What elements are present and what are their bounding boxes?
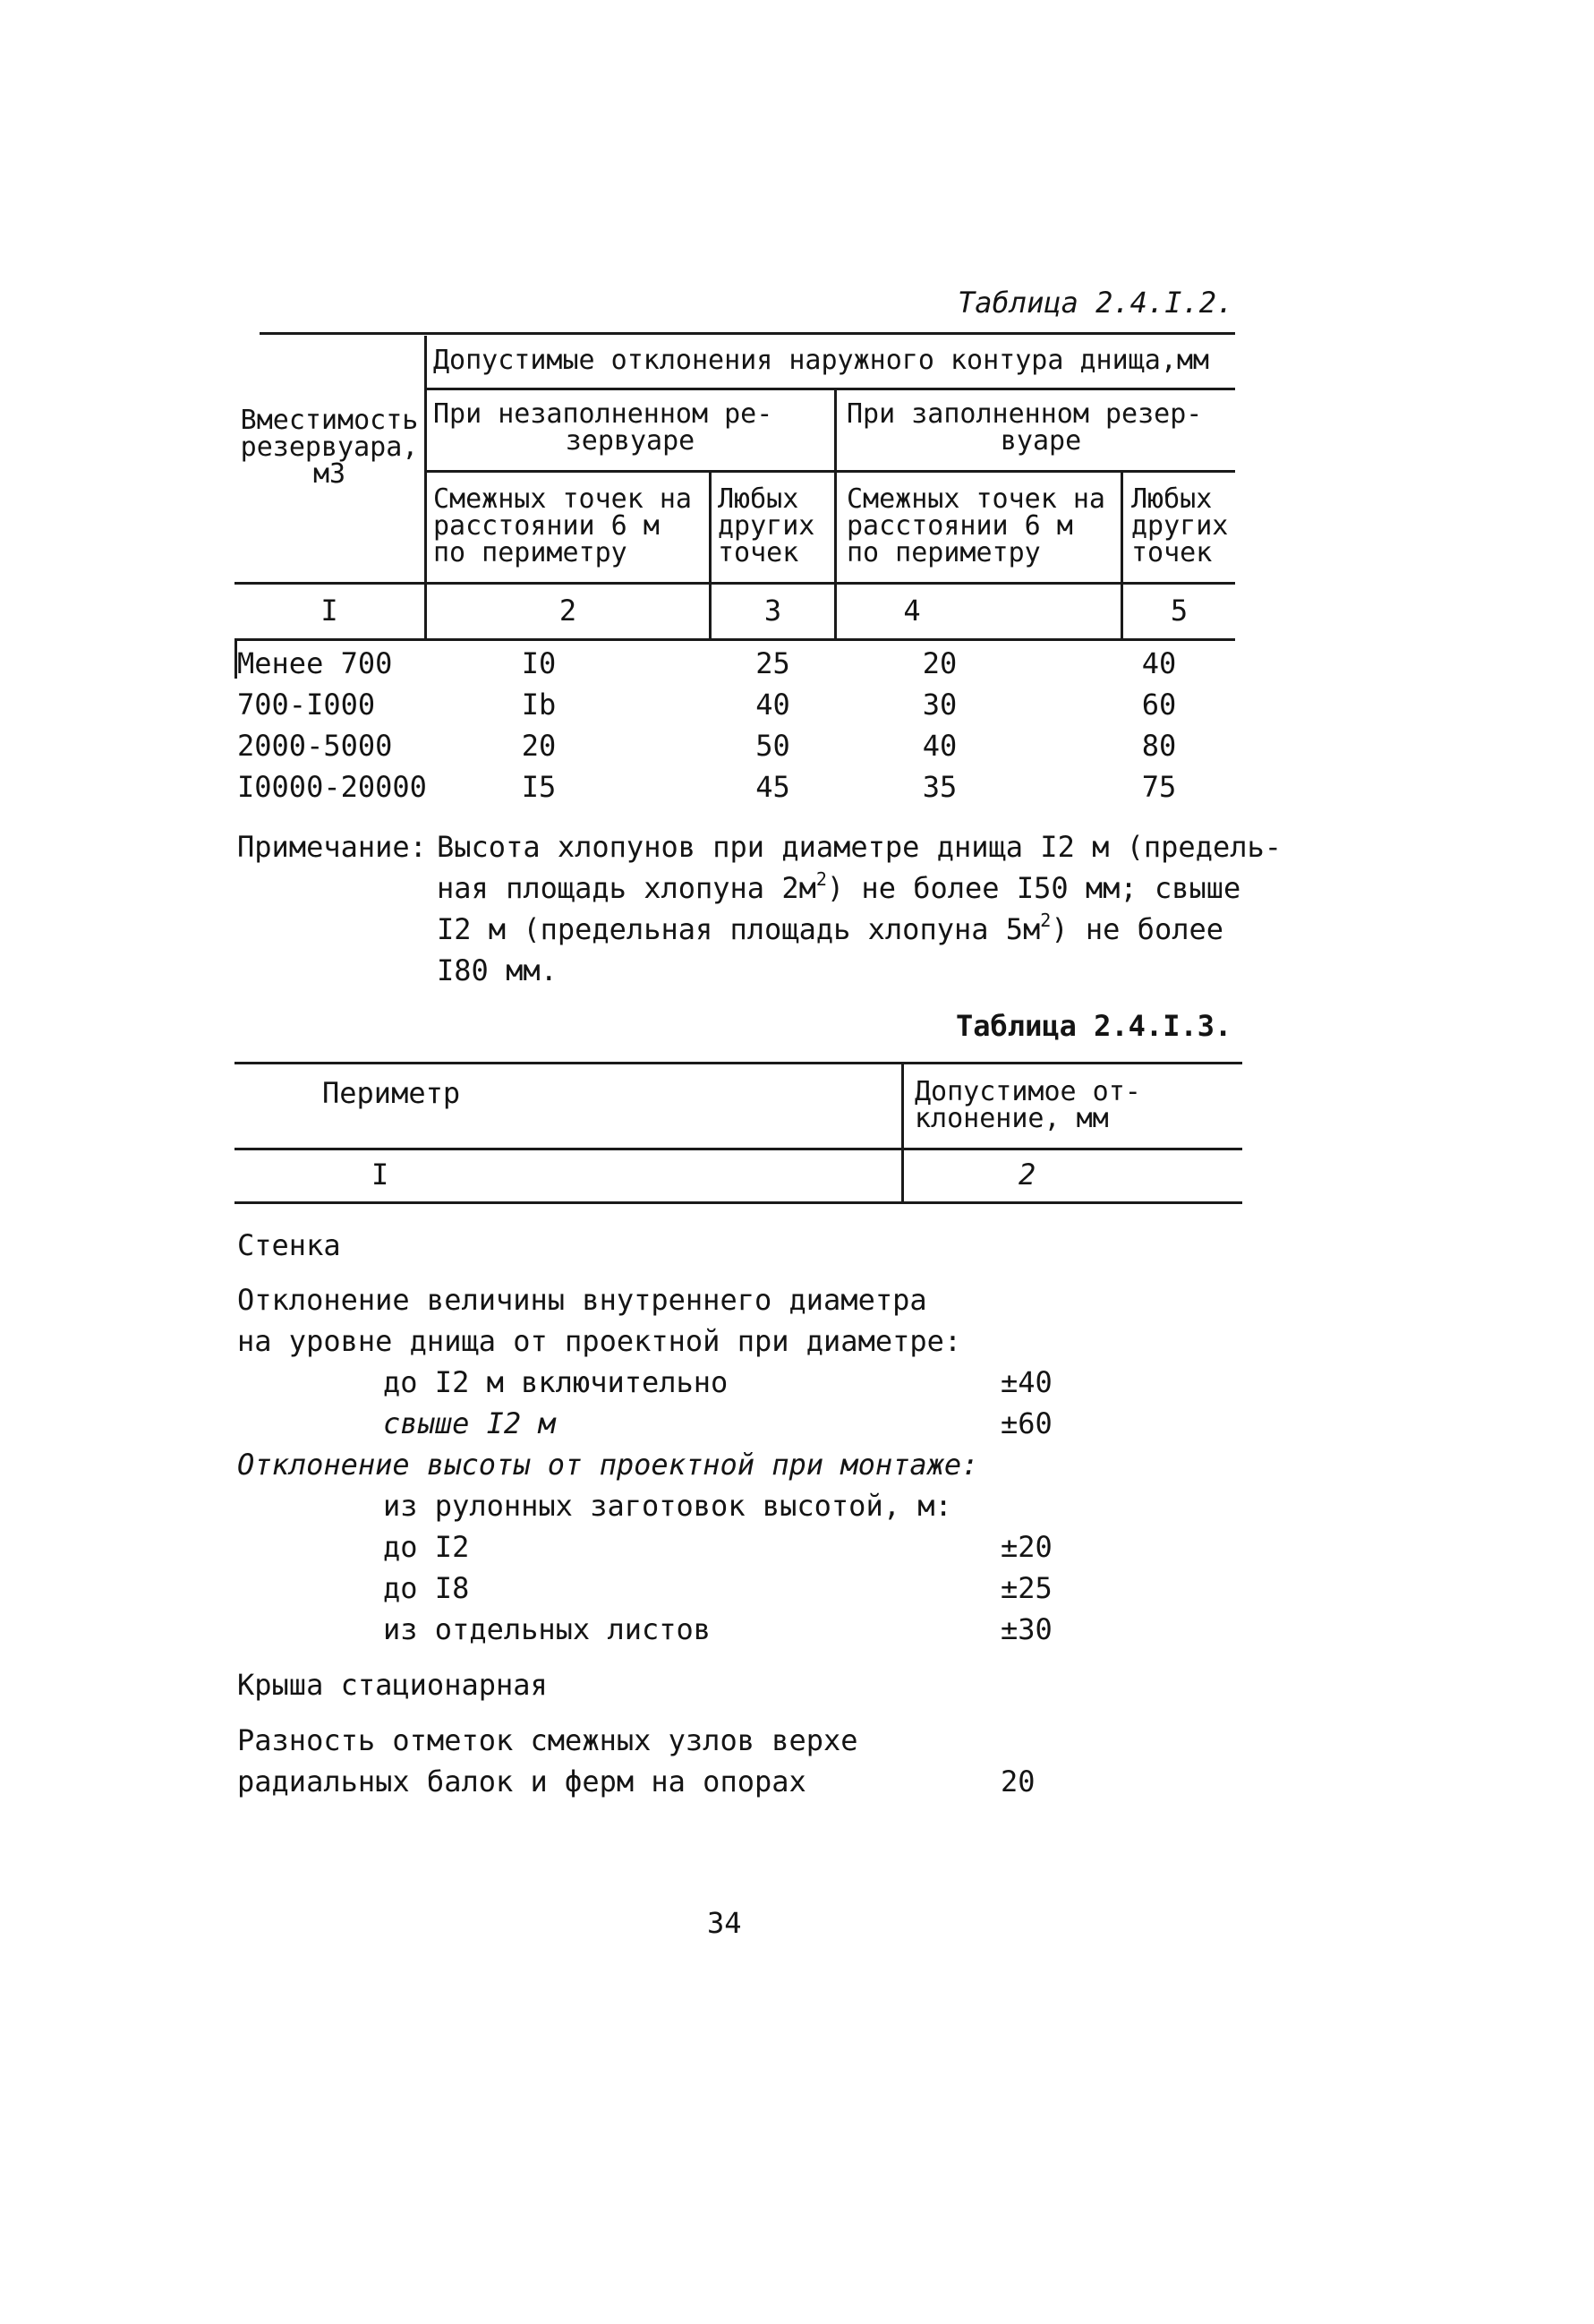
table1-header-adjacent-unfilled-line1: Смежных точек на [433,483,692,515]
note-line3-text-end: ) не более [1051,912,1223,946]
table2-header-perimeter: Периметр [322,1076,461,1110]
table1-cell-capacity: Менее 700 [237,646,393,680]
table1-header-any-unfilled-line1: Любых [718,483,799,515]
height-sheets: из отдельных листов [383,1612,712,1646]
table1-group-rule [425,388,1235,390]
table1-cell-value: I5 [521,770,557,804]
table1-header-adjacent-filled-line3: по периметру [847,537,1041,568]
table1-colnum-4: 4 [903,594,921,628]
table1-cell-value: 40 [922,729,958,763]
table2-header-deviation [915,1076,1237,1134]
height-line1: Отклонение высоты от проектной при монтаже: [237,1448,979,1482]
note-line3-sup: 2 [1040,910,1052,931]
note-line2-text: ная площадь хлопуна 2м [437,871,816,905]
table1-header-filled-line1: При заполненном резер- [847,398,1203,430]
note-line3-text: I2 м (предельная площадь хлопуна 5м [437,912,1041,946]
section-wall: Стенка [237,1228,341,1262]
table1-header-unfilled-line2: зервуаре [565,425,695,457]
height-to12: до I2 [383,1530,470,1564]
table1-header-any-filled-line3: точек [1131,537,1213,568]
table2-top-rule [234,1062,1242,1064]
note-line2-text-end: ) не более I50 мм; свыше [826,871,1241,905]
table1-header-unfilled-line1: При незаполненном ре- [433,398,773,430]
table1-cell-value: 50 [755,729,790,763]
diameter-to12-value: ±40 [1001,1365,1053,1399]
table1-header-adjacent-unfilled-line2: расстоянии 6 м [433,510,660,542]
diameter-over12: свыше I2 м [383,1406,556,1440]
table1-header-unfilled [433,398,827,457]
table2-bottom-rule [234,1201,1242,1204]
table2-vrule [901,1064,904,1201]
difference-line2: радиальных балок и ферм на опорах [237,1764,806,1799]
note-line3 [437,910,1223,946]
diameter-line2: на уровне днища от проектной при диаметре: [237,1324,962,1358]
table1-cell-value: 20 [521,729,557,763]
page-number: 34 [707,1906,742,1940]
table1-header-filled-line2: вуаре [1000,425,1082,457]
table1-cell-value: 80 [1141,729,1177,763]
table1-vrule-1 [424,336,427,638]
table1-header-any-unfilled [718,483,832,568]
difference-line1: Разность отметок смежных узлов верхе [237,1723,858,1757]
difference-value: 20 [1001,1764,1036,1799]
table1-cell-value: 40 [755,688,790,722]
note-line4: I80 мм. [437,953,558,987]
table1-cell-value: 35 [922,770,958,804]
table1-header-any-unfilled-line3: точек [718,537,799,568]
table2-colnum-1: I [371,1158,389,1192]
diameter-line1: Отклонение величины внутреннего диаметра [237,1283,927,1317]
table1-header-adjacent-unfilled-line3: по периметру [433,537,627,568]
table1-colnum-3: 3 [763,594,782,628]
table1-cell-value: 45 [755,770,790,804]
table1-cell-value: 25 [755,646,790,680]
table1-header-capacity-line1: Вместимость [240,405,419,436]
table2-header-deviation-line1: Допустимое от- [915,1076,1141,1107]
height-line2: из рулонных заготовок высотой, м: [383,1489,952,1523]
note-line2 [437,868,1241,905]
table1-colnum-bottom-rule [234,638,1235,641]
table1-cell-value: 75 [1141,770,1177,804]
height-to18: до I8 [383,1571,470,1605]
height-sheets-value: ±30 [1001,1612,1053,1646]
table1-header-any-unfilled-line2: других [718,510,815,542]
table1-cell-value: 60 [1141,688,1177,722]
table1-subgroup-rule [425,470,1235,473]
diameter-to12: до I2 м включительно [383,1365,729,1399]
table1-colnum-2: 2 [558,594,577,628]
table2-header-deviation-line2: клонение, мм [915,1103,1109,1134]
table2-header-bottom-rule [234,1148,1242,1150]
table1-cell-capacity: 700-I000 [237,688,376,722]
table1-header-capacity-line3: м3 [312,458,346,490]
table1-header-adjacent-unfilled [433,483,706,568]
table1-header-filled [847,398,1235,457]
note-line1: Высота хлопунов при диаметре днища I2 м (предель- [437,830,1283,864]
table1-header-bottom-rule [234,582,1235,585]
table1-cell-value: 30 [922,688,958,722]
table1-header-adjacent-filled [847,483,1120,568]
table1-top-rule [260,332,1235,335]
table1-header-any-filled-line1: Любых [1131,483,1213,515]
table2-caption: Таблица 2.4.I.3. [956,1009,1232,1043]
table1-cell-value: Ib [521,688,557,722]
note-label: Примечание: [237,830,427,864]
table1-cell-capacity: I0000-20000 [237,770,427,804]
diameter-over12-value: ±60 [1001,1406,1053,1440]
table1-header-adjacent-filled-line2: расстоянии 6 м [847,510,1073,542]
height-to12-value: ±20 [1001,1530,1053,1564]
table1-colnum-1: I [320,594,338,628]
table1-header-capacity-line2: резервуара, [240,431,419,463]
table1-header-any-filled-line2: других [1131,510,1229,542]
table1-header-any-filled [1131,483,1239,568]
table1-caption: Таблица 2.4.I.2. [958,286,1234,320]
table1-header-group: Допустимые отклонения наружного контура днища,мм [433,345,1209,376]
table1-cell-value: I0 [521,646,557,680]
table1-cell-value: 20 [922,646,958,680]
height-to18-value: ±25 [1001,1571,1053,1605]
table1-colnum-5: 5 [1170,594,1189,628]
note-line2-sup: 2 [815,868,827,890]
table2-colnum-2: 2 [1019,1158,1036,1192]
table1-header-adjacent-filled-line1: Смежных точек на [847,483,1105,515]
table1-header-capacity [234,407,424,488]
table1-cell-capacity: 2000-5000 [237,729,393,763]
section-roof: Крыша стационарная [237,1668,548,1702]
table1-cell-value: 40 [1141,646,1177,680]
